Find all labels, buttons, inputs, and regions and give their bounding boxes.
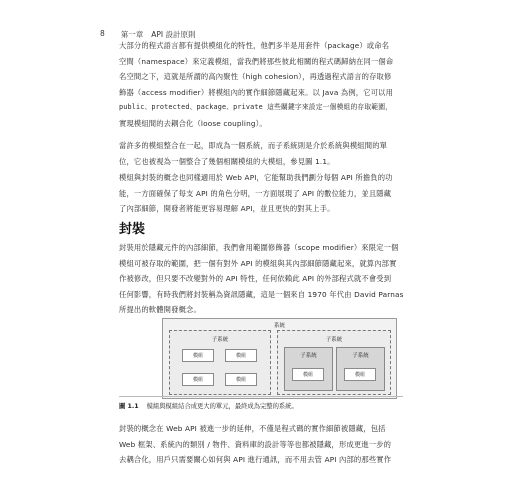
system-label: 系統 <box>273 323 285 329</box>
text-line: 封裝用於隱藏元件的內部細節，我們會用範圍修飾器（scope modifier）來限定一個 <box>119 243 399 252</box>
subsystem-label: 子系統 <box>325 337 343 343</box>
text-line: 實現模組間的去耦合化（loose coupling）。 <box>119 118 267 128</box>
text-line: 當許多的模組整合在一起，即成為一個系統，而子系統則是介於系統與模組間的單 <box>119 141 388 150</box>
subsystem-label: 子系統 <box>211 337 229 343</box>
text-line: 去耦合化，用戶只需要關心如何與 API 進行通訊，而不用去管 API 內部的那些實作 <box>119 455 392 464</box>
text-line: 名空間之下，這就是所謂的高內聚性（high cohesion），再透過程式語言的存取修 <box>119 72 392 81</box>
figure-caption <box>119 401 298 410</box>
page-number: 8 <box>100 29 105 38</box>
right-subsystem <box>277 330 391 395</box>
module-box: 模組 <box>225 349 257 362</box>
caption-rule <box>119 396 403 397</box>
paragraph-web-api-encapsulation <box>119 421 404 468</box>
text-line: 模組可被存取的範圍，把一個有對外 API 的模組與其內部細節隱藏起來，就算內部實 <box>119 258 397 268</box>
text-line: 任何影響，有時我們將封裝稱為資訊隱藏，這是一個來自 1970 年代由 David Parnas <box>119 289 404 299</box>
left-subsystem <box>169 330 271 395</box>
paragraph-encapsulation <box>119 240 404 318</box>
nested-subsystem-label: 子系統 <box>300 353 317 359</box>
nested-subsystem-label: 子系統 <box>352 353 369 359</box>
paragraph-modularity <box>119 38 404 131</box>
module-box: 模組 <box>344 368 376 381</box>
text-line: 位，它也被視為一個整合了幾個相關模組的大模組，參見圖 1.1。 <box>119 156 335 166</box>
nested-subsystem <box>336 347 385 391</box>
text-line: 所提出的軟體開發概念。 <box>119 305 201 314</box>
text-line: 封裝的概念在 Web API 被進一步的延伸，不僅是程式碼的實作細節被隱藏，包括 <box>119 424 386 433</box>
text-line: Web 框架、系統內的類別 / 物件、資料庫的設計等等也都被隱藏，形成更進一步的 <box>119 439 392 449</box>
caption-number: 圖 1.1 <box>119 403 139 410</box>
paragraph-system <box>119 138 404 169</box>
module-box: 模組 <box>182 373 214 386</box>
figure-system-diagram <box>162 318 397 399</box>
text-line: 大部分的程式語言都有提供模組化的特性，他們多半是用套件（package）或命名 <box>119 41 390 50</box>
chapter-title: API 設計原則 <box>151 30 196 39</box>
chapter-label: 第一章 <box>120 30 144 39</box>
paragraph-web-api-modules <box>119 170 404 217</box>
text-line: 作被修改，但只要不改變對外的 API 特性，任何依賴此 API 的外部程式就不會受到 <box>119 274 392 283</box>
text-line: 飾器（access modifier）將模組內的實作細節隱藏起來。以 Java 為例，它可以用 <box>119 87 394 97</box>
module-box: 模組 <box>225 373 257 386</box>
module-box: 模組 <box>292 368 324 381</box>
module-box: 模組 <box>182 349 214 362</box>
text-line: public、protected、package、private 這些關鍵字來設定一個模組的存取範圍， <box>119 103 393 111</box>
caption-text: 模組與模組結合成更大的單元，最終成為完整的系統。 <box>146 403 298 410</box>
text-line: 能，一方面確保了每支 API 的角色分明，一方面展現了 API 的數位能力，並且隱藏 <box>119 188 392 198</box>
section-title: 封裝 <box>119 222 146 237</box>
nested-subsystem <box>284 347 333 391</box>
text-line: 模組與封裝的概念也同樣適用於 Web API，它能幫助我們劃分每個 API 所擔負的功 <box>119 173 393 182</box>
text-line: 空間（namespace）來定義模組，當我們將那些彼此相關的程式碼歸納在同一個命 <box>119 56 394 66</box>
text-line: 了內部細節，開發者將能更容易理解 API，並且更快的對其上手。 <box>119 204 335 213</box>
